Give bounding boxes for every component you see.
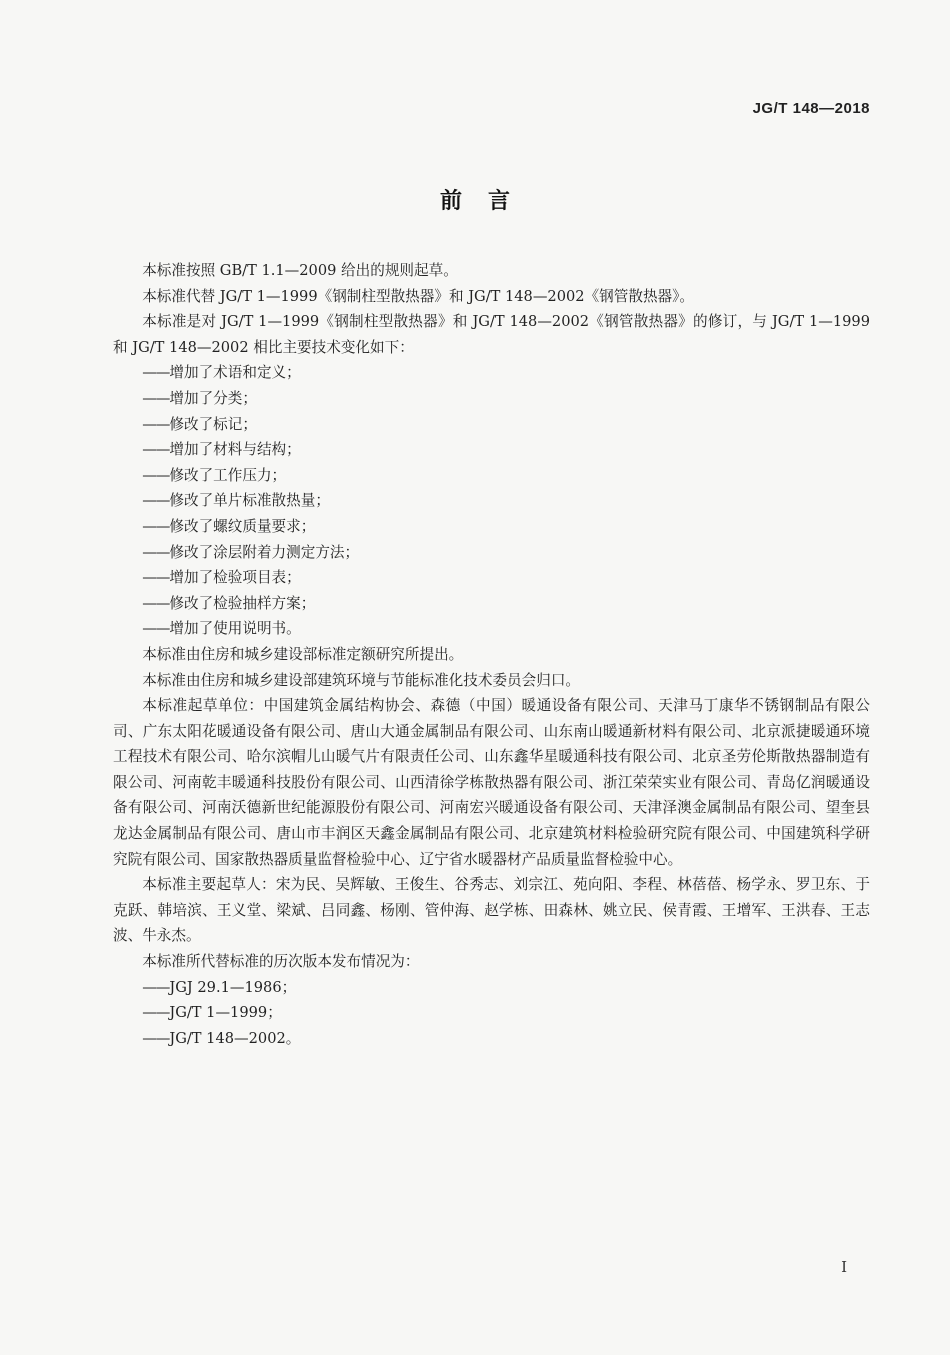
list-item: ——增加了使用说明书。 <box>142 620 301 638</box>
list-item: ——修改了涂层附着力测定方法； <box>142 543 360 561</box>
paragraph-drafting-units: 本标准起草单位：中国建筑金属结构协会、森德（中国）暖通设备有限公司、天津马丁康华不锈钢制品有限公司、广东太阳花暖通设备有限公司、唐山大通金属制品有限公司、山东南山暖通新材料有限公司、北京派捷暖通环境工程技术有限公司、哈尔滨帽儿山暖气片有限责任公司、山东鑫华星暖通科技有限公司、北京圣劳伦斯散热器制造有限公司、河南乾丰暖通科技股份有限公司、山西清徐学栋散热器有限公司、浙江荣荣实业有限公司、青岛亿润暖通设备有限公司、河南沃德新世纪能源股份有限公司、河南宏兴暖通设备有限公司、天津泽澳金属制品有限公司、望奎县龙达金属制品有限公司、唐山市丰润区天鑫金属制品有限公司、北京建筑材料检验研究院有限公司、中国建筑科学研究院有限公司、国家散热器质量监督检验中心、辽宁省水暖器材产品质量监督检验中心。 <box>113 697 870 868</box>
list-item: ——增加了材料与结构； <box>142 441 301 459</box>
list-item: ——修改了标记； <box>142 415 257 433</box>
list-item: ——JGJ 29.1—1986； <box>142 978 297 996</box>
list-item: ——增加了术语和定义； <box>142 364 301 382</box>
list-item: ——增加了分类； <box>142 389 257 407</box>
technical-changes-list <box>113 360 870 642</box>
paragraph-proposed-by: 本标准由住房和城乡建设部标准定额研究所提出。 <box>142 645 464 663</box>
page-number: I <box>841 1258 847 1276</box>
list-item: ——增加了检验项目表； <box>142 569 301 587</box>
list-item: ——JG/T 1—1999； <box>142 1004 282 1022</box>
paragraph-revision-intro: 本标准是对 JG/T 1—1999《钢制柱型散热器》和 JG/T 148—2002《钢管散热器》的修订，与 JG/T 1—1999和 JG/T 148—2002 相比主要技术变化如下： <box>113 313 870 356</box>
list-item: ——修改了单片标准散热量； <box>142 492 330 510</box>
list-item: ——JG/T 148—2002。 <box>142 1029 301 1047</box>
paragraph-replaces: 本标准代替 JG/T 1—1999《钢制柱型散热器》和 JG/T 148—2002《钢管散热器》。 <box>142 287 695 305</box>
page-title: 前言 <box>439 189 536 214</box>
list-item: ——修改了工作压力； <box>142 466 287 484</box>
paragraph-main-drafters: 本标准主要起草人：宋为民、吴辉敏、王俊生、谷秀志、刘宗江、苑向阳、李程、林蓓蓓、杨学永、罗卫东、于克跃、韩培滨、王义堂、梁斌、吕同鑫、杨刚、管仲海、赵学栋、田森林、姚立民、侯青霞、王增军、王洪春、王志波、牛永杰。 <box>113 876 870 945</box>
foreword-body <box>113 258 870 1051</box>
list-item: ——修改了检验抽样方案； <box>142 594 316 612</box>
paragraph-drafting-rules: 本标准按照 GB/T 1.1—2009 给出的规则起草。 <box>142 262 458 279</box>
standard-code: JG/T 148—2018 <box>752 100 870 117</box>
paragraph-managed-by: 本标准由住房和城乡建设部建筑环境与节能标准化技术委员会归口。 <box>142 671 581 689</box>
paragraph-history-intro: 本标准所代替标准的历次版本发布情况为： <box>142 953 420 971</box>
version-history-list <box>113 975 870 1052</box>
list-item: ——修改了螺纹质量要求； <box>142 517 316 535</box>
